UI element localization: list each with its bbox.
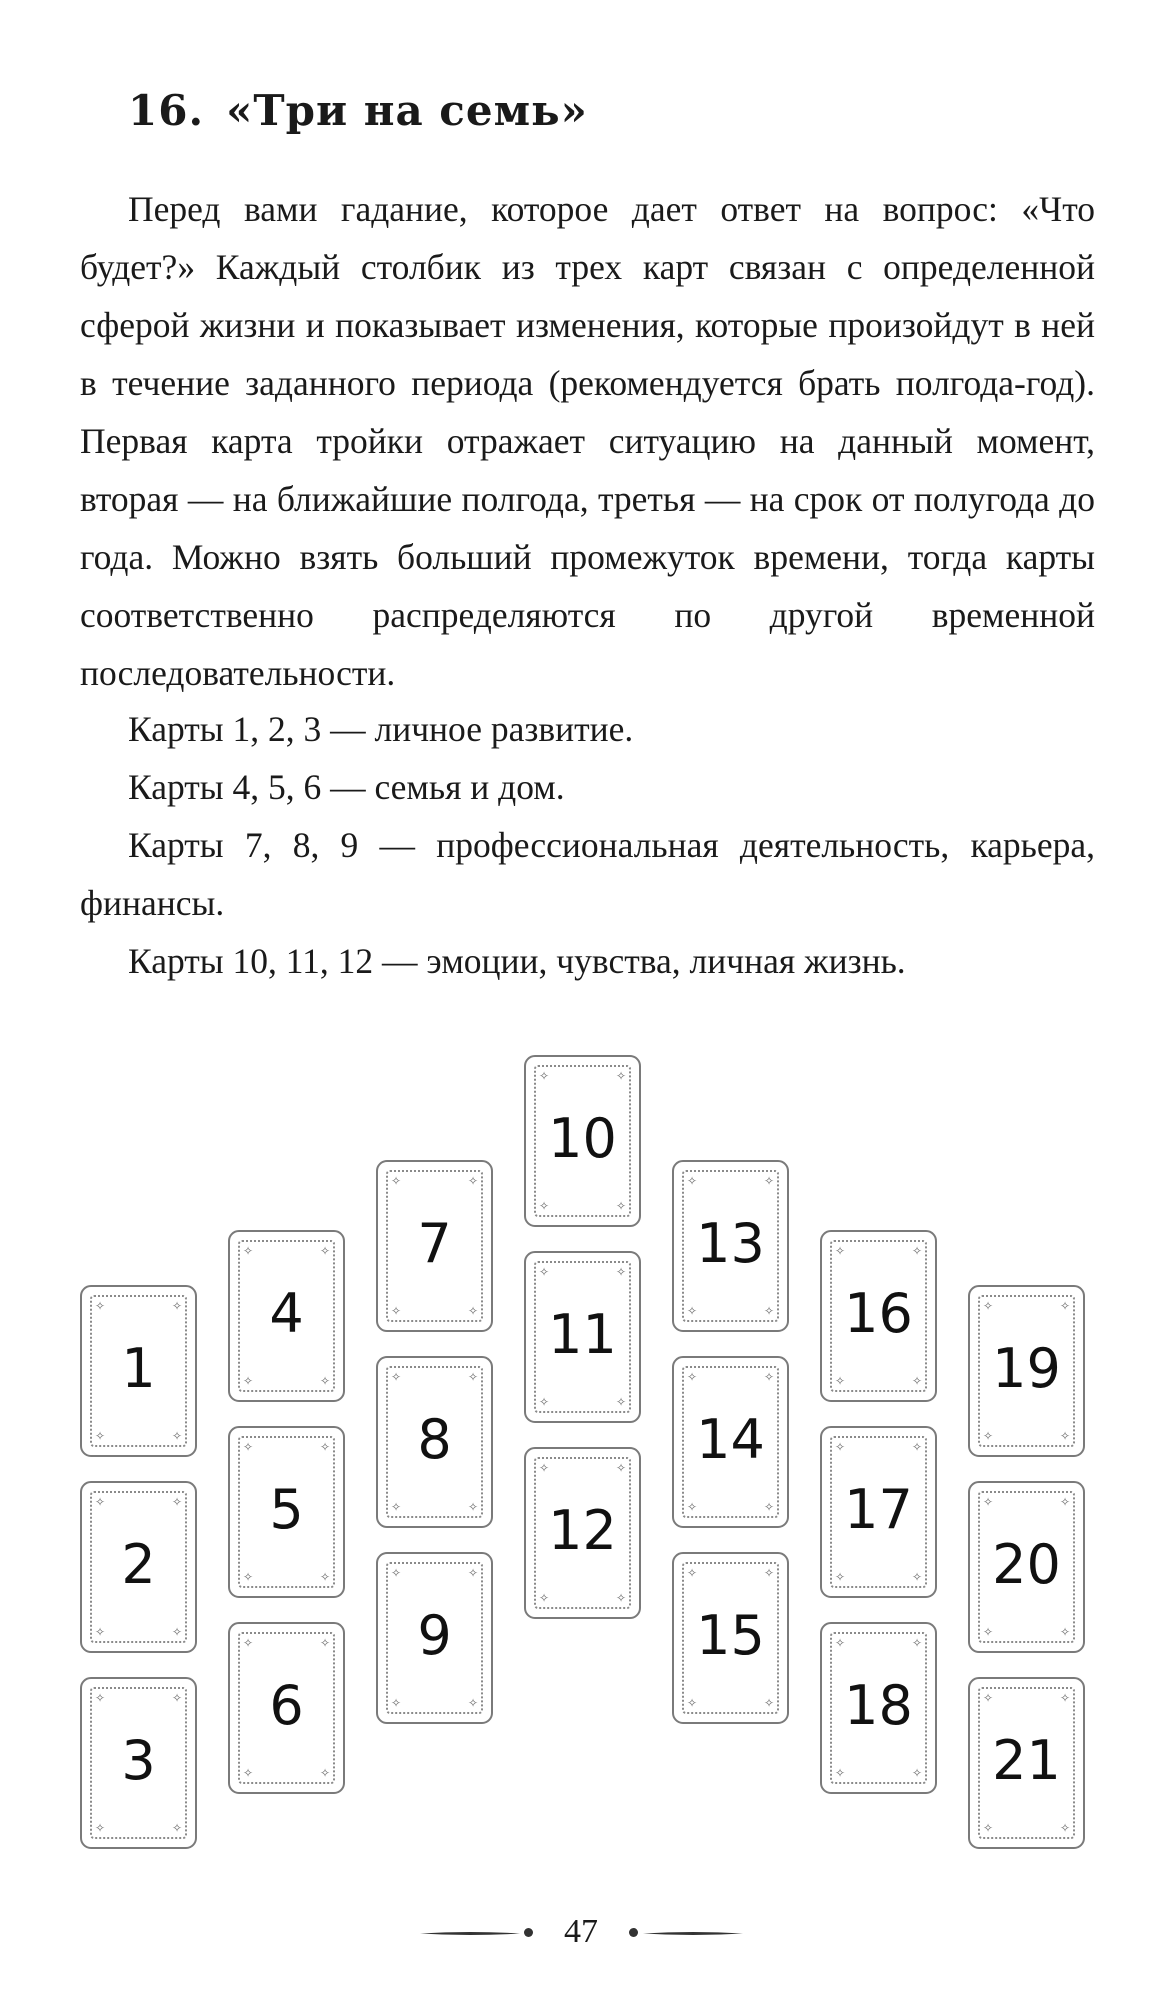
card-corner-star-icon: ✧ [539,1591,550,1605]
tarot-card-15 [672,1552,789,1724]
card-number: 8 [417,1407,452,1471]
card-corner-star-icon: ✧ [615,1069,626,1083]
card-number: 2 [121,1532,156,1596]
card-corner-star-icon: ✧ [911,1766,922,1780]
tarot-card-12 [524,1447,641,1619]
card-corner-star-icon: ✧ [319,1636,330,1650]
card-corner-star-icon: ✧ [171,1691,182,1705]
card-corner-star-icon: ✧ [95,1691,106,1705]
card-corner-star-icon: ✧ [615,1461,626,1475]
card-corner-star-icon: ✧ [243,1374,254,1388]
card-corner-star-icon: ✧ [911,1636,922,1650]
card-corner-star-icon: ✧ [171,1625,182,1639]
tarot-card-9 [376,1552,493,1724]
card-corner-star-icon: ✧ [319,1244,330,1258]
card-number: 7 [417,1211,452,1275]
card-number: 14 [696,1407,765,1471]
card-corner-star-icon: ✧ [1059,1299,1070,1313]
card-corner-star-icon: ✧ [243,1440,254,1454]
card-corner-star-icon: ✧ [983,1625,994,1639]
card-corner-star-icon: ✧ [911,1244,922,1258]
card-corner-star-icon: ✧ [391,1500,402,1514]
card-spread-diagram [0,1040,1162,1860]
card-corner-star-icon: ✧ [95,1495,106,1509]
card-number: 18 [844,1673,913,1737]
card-corner-star-icon: ✧ [835,1244,846,1258]
card-corner-star-icon: ✧ [319,1374,330,1388]
card-corner-star-icon: ✧ [835,1636,846,1650]
card-number: 19 [992,1336,1061,1400]
card-corner-star-icon: ✧ [319,1440,330,1454]
card-number: 5 [269,1477,304,1541]
card-corner-star-icon: ✧ [171,1299,182,1313]
card-corner-star-icon: ✧ [539,1395,550,1409]
card-corner-star-icon: ✧ [911,1374,922,1388]
section-heading [128,86,588,135]
card-corner-star-icon: ✧ [763,1696,774,1710]
card-corner-star-icon: ✧ [391,1304,402,1318]
card-corner-star-icon: ✧ [615,1591,626,1605]
card-corner-star-icon: ✧ [687,1174,698,1188]
card-corner-star-icon: ✧ [1059,1495,1070,1509]
card-corner-star-icon: ✧ [763,1304,774,1318]
intro-paragraph: Перед вами гадание, которое дает ответ на вопрос: «Что будет?» Каждый столбик из трех карт связан с определенной сферой жизни и показывает изменения, которые произойдут в ней в течение заданного периода (рекомендуется брать полгода-год). Первая карта тройки отражает ситуацию на данный момент, вторая — на ближайшие полгода, третья — на срок от полугода до года. Можно взять больший промежуток времени, тогда карты соответственно распределяются по другой временной последовательности. [80,189,1095,693]
card-number: 15 [696,1603,765,1667]
tarot-card-4 [228,1230,345,1402]
card-corner-star-icon: ✧ [171,1495,182,1509]
card-corner-star-icon: ✧ [1059,1821,1070,1835]
card-corner-star-icon: ✧ [687,1696,698,1710]
card-number: 20 [992,1532,1061,1596]
card-corner-star-icon: ✧ [911,1440,922,1454]
card-corner-star-icon: ✧ [391,1174,402,1188]
legend-item: Карты 7, 8, 9 — профессиональная деятельность, карьера, финансы. [80,825,1095,923]
tarot-card-21 [968,1677,1085,1849]
card-corner-star-icon: ✧ [983,1691,994,1705]
card-corner-star-icon: ✧ [983,1495,994,1509]
tarot-card-11 [524,1251,641,1423]
tarot-card-10 [524,1055,641,1227]
card-corner-star-icon: ✧ [539,1461,550,1475]
card-number: 16 [844,1281,913,1345]
tarot-card-6 [228,1622,345,1794]
card-corner-star-icon: ✧ [319,1766,330,1780]
card-corner-star-icon: ✧ [467,1370,478,1384]
tarot-card-13 [672,1160,789,1332]
card-corner-star-icon: ✧ [835,1570,846,1584]
tarot-card-14 [672,1356,789,1528]
tarot-card-8 [376,1356,493,1528]
card-corner-star-icon: ✧ [763,1500,774,1514]
footer-ornament-right [643,1931,743,1936]
legend-item: Карты 10, 11, 12 — эмоции, чувства, личная жизнь. [128,941,906,981]
card-corner-star-icon: ✧ [835,1766,846,1780]
footer-ornament-left [420,1931,520,1936]
card-corner-star-icon: ✧ [1059,1429,1070,1443]
card-corner-star-icon: ✧ [835,1440,846,1454]
card-corner-star-icon: ✧ [243,1636,254,1650]
tarot-card-19 [968,1285,1085,1457]
card-corner-star-icon: ✧ [467,1566,478,1580]
card-number: 11 [548,1302,617,1366]
tarot-card-2 [80,1481,197,1653]
card-number: 17 [844,1477,913,1541]
tarot-card-16 [820,1230,937,1402]
card-number: 9 [417,1603,452,1667]
card-corner-star-icon: ✧ [539,1265,550,1279]
tarot-card-17 [820,1426,937,1598]
card-corner-star-icon: ✧ [243,1766,254,1780]
card-corner-star-icon: ✧ [95,1299,106,1313]
card-corner-star-icon: ✧ [983,1821,994,1835]
card-corner-star-icon: ✧ [687,1500,698,1514]
card-corner-star-icon: ✧ [171,1821,182,1835]
card-number: 12 [548,1498,617,1562]
card-corner-star-icon: ✧ [983,1429,994,1443]
card-corner-star-icon: ✧ [983,1299,994,1313]
card-number: 13 [696,1211,765,1275]
card-corner-star-icon: ✧ [911,1570,922,1584]
tarot-card-7 [376,1160,493,1332]
card-corner-star-icon: ✧ [467,1500,478,1514]
page-footer [0,1912,1162,1952]
legend-item: Карты 4, 5, 6 — семья и дом. [128,767,565,807]
card-number: 3 [121,1728,156,1792]
footer-dot-left [524,1928,533,1937]
card-corner-star-icon: ✧ [391,1370,402,1384]
card-corner-star-icon: ✧ [319,1570,330,1584]
card-corner-star-icon: ✧ [615,1395,626,1409]
card-corner-star-icon: ✧ [467,1174,478,1188]
card-corner-star-icon: ✧ [243,1244,254,1258]
card-meaning-list [80,700,1095,990]
tarot-card-1 [80,1285,197,1457]
card-number: 10 [548,1106,617,1170]
card-corner-star-icon: ✧ [391,1566,402,1580]
tarot-card-5 [228,1426,345,1598]
card-corner-star-icon: ✧ [243,1570,254,1584]
card-corner-star-icon: ✧ [467,1696,478,1710]
card-corner-star-icon: ✧ [95,1625,106,1639]
card-number: 6 [269,1673,304,1737]
footer-dot-right [629,1928,638,1937]
card-number: 1 [121,1336,156,1400]
card-corner-star-icon: ✧ [687,1566,698,1580]
card-number: 21 [992,1728,1061,1792]
tarot-card-20 [968,1481,1085,1653]
card-corner-star-icon: ✧ [835,1374,846,1388]
card-corner-star-icon: ✧ [391,1696,402,1710]
card-corner-star-icon: ✧ [615,1265,626,1279]
page-number: 47 [564,1913,598,1950]
card-corner-star-icon: ✧ [763,1566,774,1580]
card-corner-star-icon: ✧ [615,1199,626,1213]
card-corner-star-icon: ✧ [171,1429,182,1443]
card-corner-star-icon: ✧ [95,1429,106,1443]
card-corner-star-icon: ✧ [539,1069,550,1083]
tarot-card-18 [820,1622,937,1794]
card-corner-star-icon: ✧ [1059,1691,1070,1705]
card-number: 4 [269,1281,304,1345]
legend-item: Карты 1, 2, 3 — личное развитие. [128,709,634,749]
card-corner-star-icon: ✧ [1059,1625,1070,1639]
section-title: «Три на семь» [226,86,588,135]
tarot-card-3 [80,1677,197,1849]
card-corner-star-icon: ✧ [763,1174,774,1188]
card-corner-star-icon: ✧ [539,1199,550,1213]
section-number: 16. [128,86,205,135]
card-corner-star-icon: ✧ [763,1370,774,1384]
card-corner-star-icon: ✧ [687,1304,698,1318]
card-corner-star-icon: ✧ [467,1304,478,1318]
card-corner-star-icon: ✧ [95,1821,106,1835]
card-corner-star-icon: ✧ [687,1370,698,1384]
